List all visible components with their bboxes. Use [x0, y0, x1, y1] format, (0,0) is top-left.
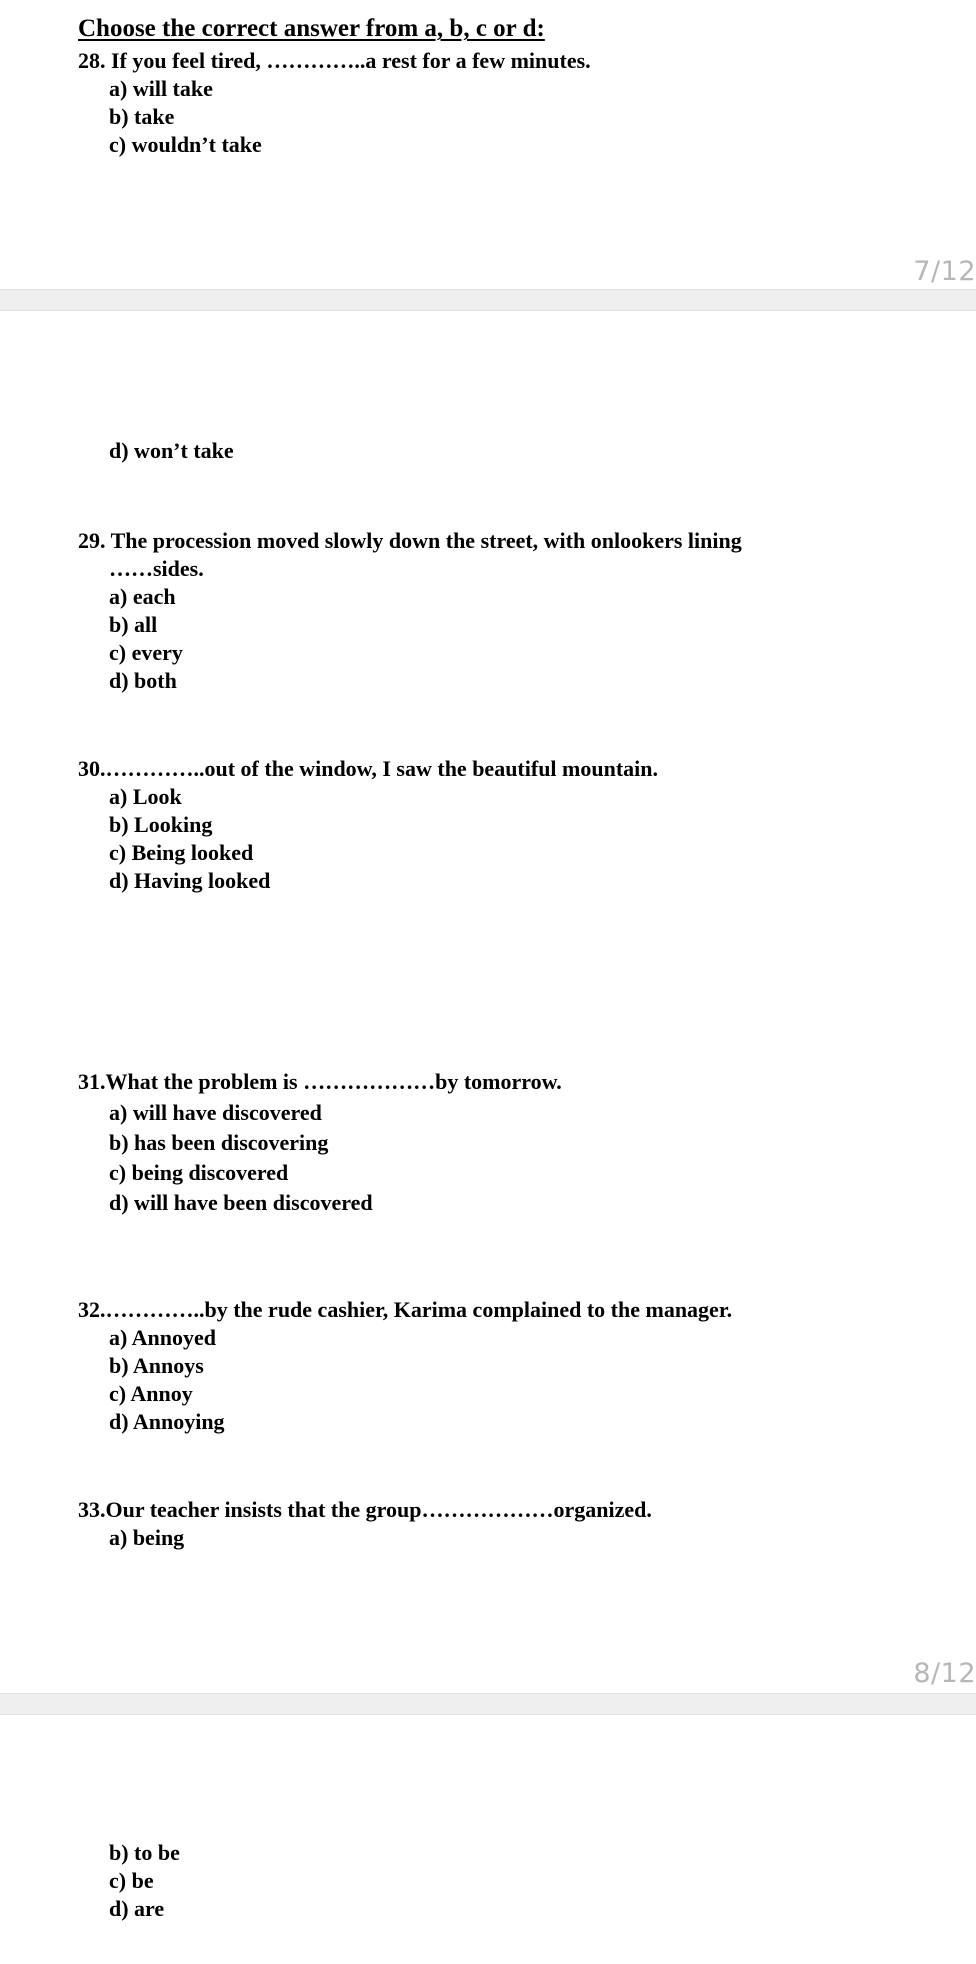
question-31-option-a: a) will have discovered — [109, 1100, 322, 1125]
page-number: 8/12 — [913, 1658, 976, 1689]
document-page-9 — [0, 1716, 976, 1964]
page-separator — [0, 1693, 976, 1715]
question-30-option-a: a) Look — [109, 784, 182, 809]
question-33-stem: 33.Our teacher insists that the group………………organized. — [78, 1497, 652, 1522]
question-32-option-d: d) Annoying — [109, 1409, 225, 1434]
question-30-stem: 30.…………..out of the window, I saw the beautiful mountain. — [78, 756, 659, 781]
question-29-stem-continued: ……sides. — [109, 556, 204, 581]
question-28-stem: 28. If you feel tired, …………..a rest for a few minutes. — [78, 48, 591, 73]
question-29-option-b: b) all — [109, 612, 158, 637]
question-28-option-a: a) will take — [109, 76, 213, 101]
page-number: 7/12 — [913, 256, 976, 287]
question-30-option-b: b) Looking — [109, 812, 213, 837]
question-32-option-b: b) Annoys — [109, 1353, 204, 1378]
question-30-option-d: d) Having looked — [109, 868, 271, 893]
question-33-option-a: a) being — [109, 1525, 185, 1550]
question-32-option-a: a) Annoyed — [109, 1325, 216, 1350]
question-29-stem: 29. The procession moved slowly down the street, with onlookers lining — [78, 528, 742, 553]
question-31-option-b: b) has been discovering — [109, 1130, 329, 1155]
page-separator — [0, 289, 976, 311]
question-32-option-c: c) Annoy — [109, 1381, 193, 1406]
question-29-option-d: d) both — [109, 668, 177, 693]
question-30-option-c: c) Being looked — [109, 840, 254, 865]
question-31-option-d: d) will have been discovered — [109, 1190, 373, 1215]
question-29-option-c: c) every — [109, 640, 183, 665]
question-31-stem: 31.What the problem is ………………by tomorrow. — [78, 1069, 562, 1094]
question-28-option-b: b) take — [109, 104, 175, 129]
question-28-option-c: c) wouldn’t take — [109, 132, 262, 157]
question-32-stem: 32.…………..by the rude cashier, Karima complained to the manager. — [78, 1297, 733, 1322]
document-page-7 — [0, 0, 976, 288]
document-page-8 — [0, 312, 976, 1692]
question-33-option-d: d) are — [109, 1896, 165, 1921]
question-31-option-c: c) being discovered — [109, 1160, 289, 1185]
instructions-heading: Choose the correct answer from a, b, c or d: — [78, 15, 545, 42]
question-29-option-a: a) each — [109, 584, 176, 609]
question-33-option-b: b) to be — [109, 1840, 180, 1865]
question-33-option-c: c) be — [109, 1868, 154, 1893]
question-28-option-d: d) won’t take — [109, 438, 234, 463]
